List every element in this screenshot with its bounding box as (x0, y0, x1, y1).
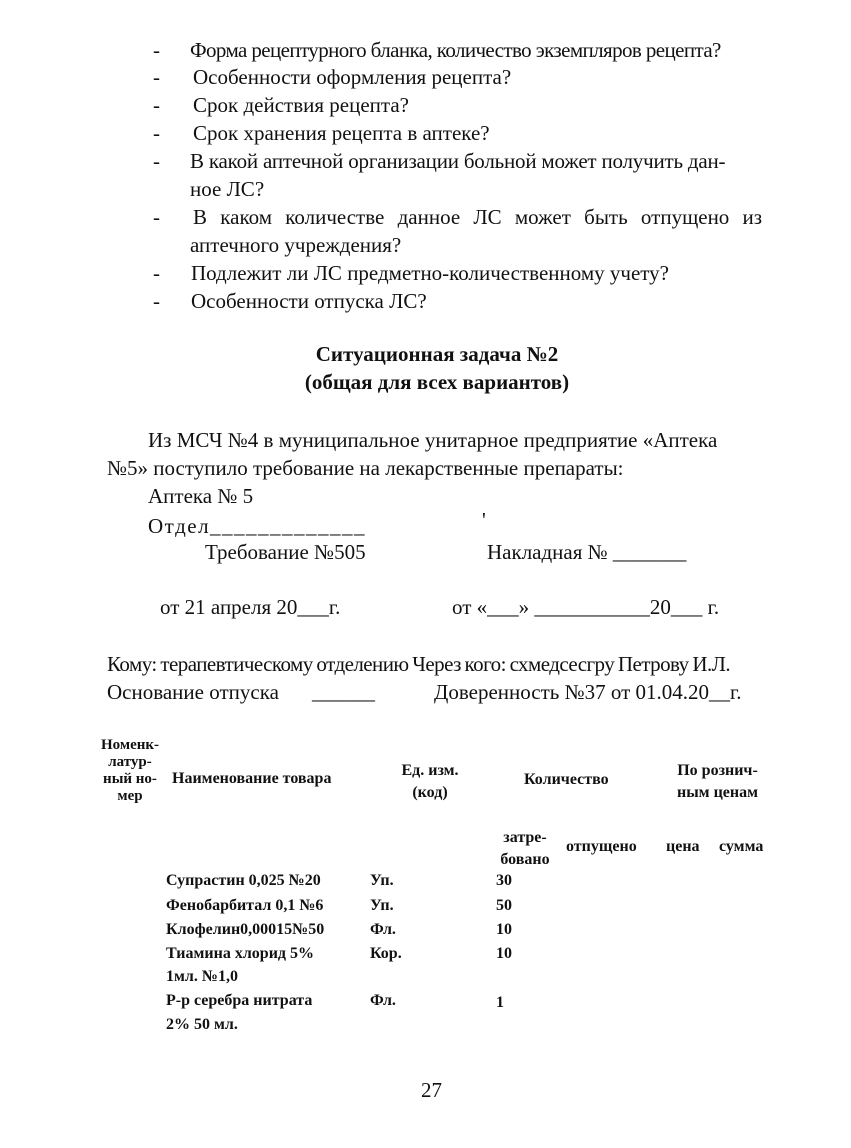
intro-line-2: №5» поступило требование на лекарственные препараты: (107, 456, 624, 480)
invoice-number: Накладная № _______ (487, 540, 687, 564)
request-date: от 21 апреля 20___г. (160, 595, 341, 619)
list-dash: - (153, 149, 160, 173)
recipient-line: Кому: терапевтическому отделению Через кого: схмедсесгру Петрову И.Л. (107, 652, 731, 676)
product-qty: 1 (496, 994, 504, 1011)
question-item: В каком количестве данное ЛС может быть отпущено из (193, 205, 763, 229)
list-dash: - (153, 205, 160, 229)
question-item: Подлежит ли ЛС предметно-количественному учету? (191, 261, 669, 285)
release-basis-label: Основание отпуска (107, 680, 279, 704)
pharmacy-name: Аптека № 5 (148, 484, 254, 508)
list-dash: - (153, 65, 160, 89)
list-dash: - (153, 261, 160, 285)
stray-mark: ' (482, 508, 486, 532)
product-qty: 30 (496, 872, 512, 889)
invoice-date: от «___» ___________20___ г. (452, 595, 720, 619)
product-qty: 10 (496, 945, 512, 962)
product-unit: Кор. (370, 945, 402, 962)
header-sum: сумма (719, 838, 764, 855)
question-item-cont: ное ЛС? (190, 177, 265, 201)
list-dash: - (153, 93, 160, 117)
page-number: 27 (421, 1078, 442, 1102)
product-qty: 10 (496, 921, 512, 938)
product-qty: 50 (496, 897, 512, 914)
header-requested: затре- бовано (500, 829, 550, 868)
intro-line-1: Из МСЧ №4 в муниципальное унитарное предприятие «Аптека (148, 428, 718, 452)
product-name: Р-р серебра нитрата (166, 992, 313, 1009)
list-dash: - (153, 121, 160, 145)
department-field: Отдел_____________ (148, 514, 367, 538)
product-unit: Уп. (370, 897, 394, 914)
question-item: Форма рецептурного бланка, количество экземпляров рецепта? (190, 38, 721, 62)
request-number: Требование №505 (205, 540, 366, 564)
power-of-attorney: Доверенность №37 от 01.04.20__г. (434, 680, 742, 704)
product-name: Тиамина хлорид 5% (166, 945, 315, 962)
product-name: Клофелин0,00015№50 (166, 921, 325, 938)
product-unit: Фл. (370, 921, 396, 938)
question-item-cont: аптечного учреждения? (190, 233, 402, 257)
release-basis-blank: ______ (312, 680, 375, 704)
header-price: цена (666, 838, 700, 855)
question-item: Срок действия рецепта? (193, 93, 409, 117)
product-name: Супрастин 0,025 №20 (166, 872, 321, 889)
header-released: отпущено (566, 838, 637, 855)
product-unit: Уп. (370, 872, 394, 889)
task-title: Ситуационная задача №2 (315, 342, 559, 366)
question-item: Срок хранения рецепта в аптеке? (193, 121, 490, 145)
header-unit: Ед. изм. (код) (401, 762, 459, 801)
question-item: В какой аптечной организации больной может получить дан- (190, 149, 726, 173)
product-name: Фенобарбитал 0,1 №6 (166, 897, 324, 914)
product-name-cont: 2% 50 мл. (166, 1016, 238, 1033)
list-dash: - (153, 38, 160, 62)
header-quantity: Количество (524, 771, 609, 788)
header-retail-prices: По рознич- ным ценам (676, 762, 759, 801)
question-item: Особенности оформления рецепта? (193, 65, 512, 89)
product-name-cont: 1мл. №1,0 (166, 968, 238, 985)
task-subtitle: (общая для всех вариантов) (304, 370, 570, 394)
header-nomenclature: Номенк- латур- ный но- мер (100, 737, 160, 804)
header-product-name: Наименование товара (172, 770, 332, 787)
product-unit: Фл. (370, 992, 396, 1009)
question-item: Особенности отпуска ЛС? (191, 289, 427, 313)
list-dash: - (153, 289, 160, 313)
